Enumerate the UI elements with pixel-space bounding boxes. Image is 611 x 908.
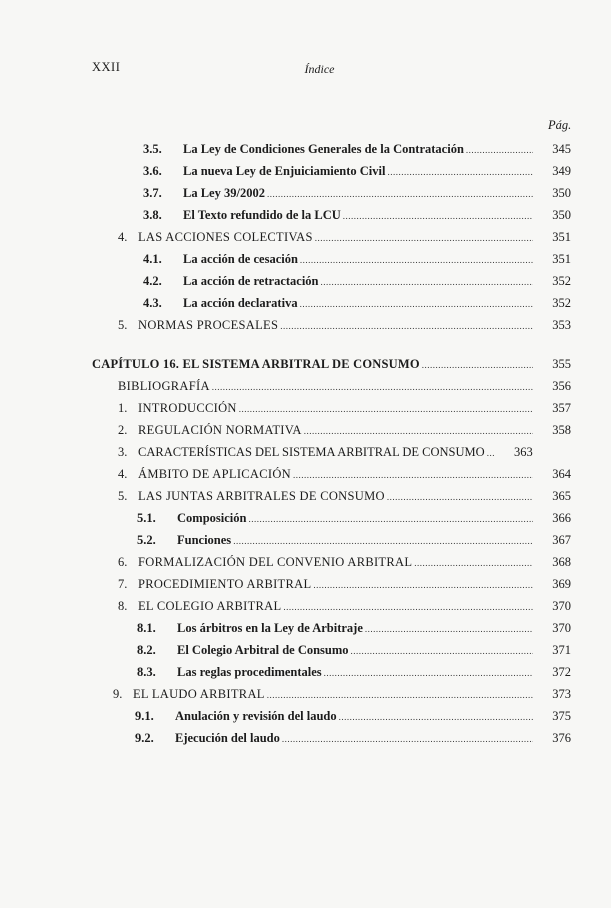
dot-leader xyxy=(300,252,533,268)
toc-entry-page: 351 xyxy=(552,252,571,266)
dot-leader xyxy=(293,467,533,483)
toc-entry-1[interactable] xyxy=(118,400,571,417)
toc-entry-page: 358 xyxy=(552,423,571,437)
toc-entry-5-2[interactable] xyxy=(137,532,571,549)
toc-entry-9-1[interactable] xyxy=(135,708,571,725)
toc-entry-9-2[interactable] xyxy=(135,730,571,747)
toc-entry-number: 2. xyxy=(118,423,128,437)
dot-leader xyxy=(212,379,533,395)
toc-entry-number: 3.6. xyxy=(143,164,162,178)
toc-entry-title: El Texto refundido de la LCU xyxy=(183,208,341,222)
toc-entry-title: Funciones xyxy=(177,533,232,547)
dot-leader xyxy=(304,423,533,439)
toc-entry-number: 4.1. xyxy=(143,252,162,266)
toc-entry-number: 5. xyxy=(118,489,128,503)
toc-entry-title: PROCEDIMIENTO ARBITRAL xyxy=(138,577,312,591)
chapter-title: CAPÍTULO 16. EL SISTEMA ARBITRAL DE CONSUMO xyxy=(92,357,420,371)
toc-entry-title: La acción de retractación xyxy=(183,274,319,288)
toc-entry-page: 352 xyxy=(552,274,571,288)
toc-entry-4-1[interactable] xyxy=(143,251,571,268)
toc-entry-title: La acción de cesación xyxy=(183,252,298,266)
toc-entry-page: 370 xyxy=(552,599,571,613)
toc-entry-4[interactable] xyxy=(118,229,571,246)
page-column-label: Pág. xyxy=(548,118,572,132)
toc-entry-page: 350 xyxy=(552,208,571,222)
toc-entry-number: 9. xyxy=(113,687,123,701)
toc-entry-page: 364 xyxy=(552,467,571,481)
toc-entry-number: 4.3. xyxy=(143,296,162,310)
dot-leader xyxy=(365,621,533,637)
toc-entry-number: 3. xyxy=(118,445,128,459)
toc-entry-8-3[interactable] xyxy=(137,664,571,681)
dot-leader xyxy=(315,230,533,246)
dot-leader xyxy=(267,186,533,202)
toc-entry-number: 4. xyxy=(118,467,128,481)
toc-entry-title: Los árbitros en la Ley de Arbitraje xyxy=(177,621,363,635)
toc-entry-title: La Ley de Condiciones Generales de la Contratación xyxy=(183,142,464,156)
toc-entry-title: Las reglas procedimentales xyxy=(177,665,322,679)
dot-leader xyxy=(343,208,533,224)
toc-entry-page: 351 xyxy=(552,230,571,244)
toc-entry-6[interactable] xyxy=(118,554,571,571)
toc-entry-3-6[interactable] xyxy=(143,163,571,180)
toc-entry-3-5[interactable] xyxy=(143,141,571,158)
toc-entry-5[interactable] xyxy=(118,488,571,505)
toc-entry-5-1[interactable] xyxy=(137,510,571,527)
toc-entry-title: BIBLIOGRAFÍA xyxy=(118,379,210,393)
toc-entry-page: 373 xyxy=(552,687,571,701)
toc-entry-5[interactable] xyxy=(118,317,571,334)
toc-entry-page: 372 xyxy=(552,665,571,679)
toc-entry-number: 1. xyxy=(118,401,128,415)
toc-entry-4-3[interactable] xyxy=(143,295,571,312)
toc-entry-title: LAS JUNTAS ARBITRALES DE CONSUMO xyxy=(138,489,385,503)
toc-chapter-16[interactable] xyxy=(92,356,571,373)
toc-entry-number: 8.3. xyxy=(137,665,156,679)
dot-leader xyxy=(414,555,533,571)
toc-entry-number: 8.1. xyxy=(137,621,156,635)
toc-entry-3-8[interactable] xyxy=(143,207,571,224)
toc-entry-3-7[interactable] xyxy=(143,185,571,202)
toc-entry-3[interactable] xyxy=(118,444,571,461)
dot-leader xyxy=(300,296,533,312)
toc-entry-page: 353 xyxy=(552,318,571,332)
toc-entry-title: FORMALIZACIÓN DEL CONVENIO ARBITRAL xyxy=(138,555,413,569)
dot-leader xyxy=(239,401,533,417)
toc-entry-page: 375 xyxy=(552,709,571,723)
toc-entry-page: 355 xyxy=(552,357,571,371)
toc-entry-number: 3.7. xyxy=(143,186,162,200)
toc-entry-page: 352 xyxy=(552,296,571,310)
toc-entry-title: Anulación y revisión del laudo xyxy=(175,709,337,723)
toc-entry-page: 370 xyxy=(552,621,571,635)
toc-entry-number: 6. xyxy=(118,555,128,569)
toc-entry-title: La nueva Ley de Enjuiciamiento Civil xyxy=(183,164,386,178)
toc-entry-number: 8. xyxy=(118,599,128,613)
toc-entry-2[interactable] xyxy=(118,422,571,439)
toc-entry-title: Ejecución del laudo xyxy=(175,731,280,745)
dot-leader xyxy=(387,164,533,180)
toc-entry-title: La Ley 39/2002 xyxy=(183,186,265,200)
dot-leader xyxy=(267,687,533,703)
toc-entry-number: 5.2. xyxy=(137,533,156,547)
running-header-page-number: XXII xyxy=(92,60,121,74)
toc-entry-4[interactable] xyxy=(118,466,571,483)
toc-entry-number: 5.1. xyxy=(137,511,156,525)
dot-leader xyxy=(466,142,533,158)
toc-entry-number: 8.2. xyxy=(137,643,156,657)
toc-entry-page: 368 xyxy=(552,555,571,569)
dot-leader xyxy=(422,357,533,373)
toc-entry-number: 7. xyxy=(118,577,128,591)
toc-entry-9[interactable] xyxy=(113,686,571,703)
toc-entry-number: 9.1. xyxy=(135,709,154,723)
toc-entry-number: 9.2. xyxy=(135,731,154,745)
dot-leader xyxy=(339,709,533,725)
toc-entry-page: 371 xyxy=(552,643,571,657)
toc-entry-page: 369 xyxy=(552,577,571,591)
toc-entry-page: 357 xyxy=(552,401,571,415)
toc-entry-number: 4. xyxy=(118,230,128,244)
dot-leader xyxy=(248,511,533,527)
dot-leader xyxy=(280,318,533,334)
toc-entry-8-2[interactable] xyxy=(137,642,571,659)
toc-entry-page: 366 xyxy=(552,511,571,525)
toc-entry-title: CARACTERÍSTICAS DEL SISTEMA ARBITRAL DE CONSUMO xyxy=(138,445,485,459)
dot-leader xyxy=(487,445,495,461)
toc-entry-bibliografia[interactable] xyxy=(118,378,571,395)
dot-leader xyxy=(282,731,533,747)
dot-leader xyxy=(324,665,533,681)
toc-entry-title: REGULACIÓN NORMATIVA xyxy=(138,423,302,437)
toc-entry-title: El Colegio Arbitral de Consumo xyxy=(177,643,349,657)
toc-entry-page: 363 xyxy=(513,445,533,459)
toc-entry-number: 3.8. xyxy=(143,208,162,222)
toc-entry-title: LAS ACCIONES COLECTIVAS xyxy=(138,230,313,244)
toc-entry-title: EL COLEGIO ARBITRAL xyxy=(138,599,282,613)
toc-entry-page: 376 xyxy=(552,731,571,745)
toc-entry-title: NORMAS PROCESALES xyxy=(138,318,279,332)
dot-leader xyxy=(233,533,533,549)
toc-entry-page: 365 xyxy=(552,489,571,503)
toc-entry-number: 5. xyxy=(118,318,128,332)
dot-leader xyxy=(351,643,533,659)
dot-leader xyxy=(313,577,533,593)
running-header-title: Índice xyxy=(304,62,335,76)
toc-entry-page: 349 xyxy=(552,164,571,178)
toc-entry-7[interactable] xyxy=(118,576,571,593)
dot-leader xyxy=(283,599,533,615)
toc-entry-title: La acción declarativa xyxy=(183,296,298,310)
toc-entry-8[interactable] xyxy=(118,598,571,615)
toc-entry-title: INTRODUCCIÓN xyxy=(138,401,237,415)
toc-entry-page: 356 xyxy=(552,379,571,393)
toc-entry-title: ÁMBITO DE APLICACIÓN xyxy=(138,467,291,481)
toc-entry-page: 350 xyxy=(552,186,571,200)
toc-entry-page: 367 xyxy=(552,533,571,547)
dot-leader xyxy=(321,274,534,290)
toc-entry-4-2[interactable] xyxy=(143,273,571,290)
toc-entry-page: 345 xyxy=(552,142,571,156)
toc-entry-title: EL LAUDO ARBITRAL xyxy=(133,687,265,701)
toc-entry-title: Composición xyxy=(177,511,247,525)
toc-entry-8-1[interactable] xyxy=(137,620,571,637)
toc-entry-number: 3.5. xyxy=(143,142,162,156)
dot-leader xyxy=(387,489,533,505)
toc-entry-number: 4.2. xyxy=(143,274,162,288)
